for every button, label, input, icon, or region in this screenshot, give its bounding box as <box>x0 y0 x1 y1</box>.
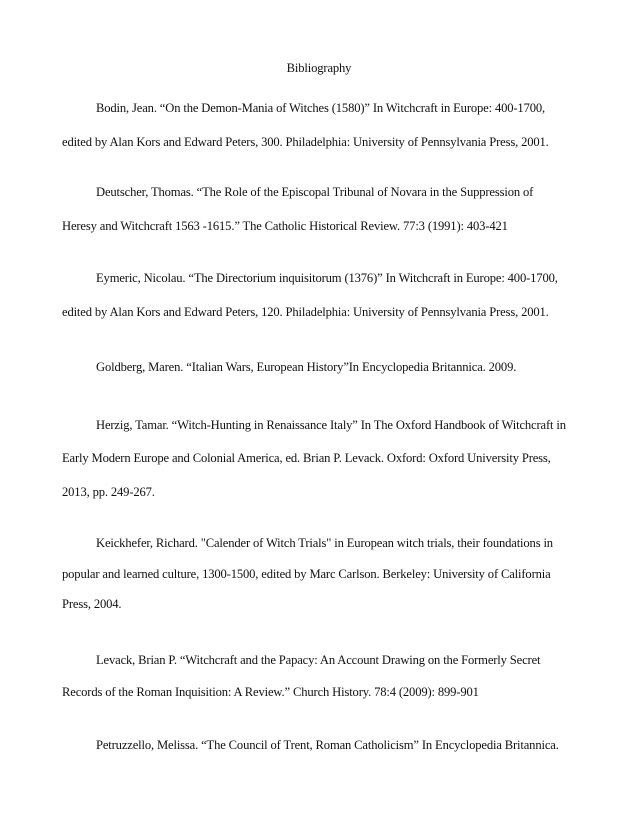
bibliography-title: Bibliography <box>286 61 352 75</box>
entry-line: edited by Alan Kors and Edward Peters, 120. Philadelphia: University of Pennsylvania Press, 2001. <box>62 305 549 319</box>
entry-line: Herzig, Tamar. “Witch-Hunting in Renaissance Italy” In The Oxford Handbook of Witchcraft in <box>96 418 566 432</box>
entry-line: Petruzzello, Melissa. “The Council of Trent, Roman Catholicism” In Encyclopedia Britannica. <box>96 738 559 752</box>
entry-line: Early Modern Europe and Colonial America, ed. Brian P. Levack. Oxford: Oxford University Press, <box>62 451 551 465</box>
entry-line: popular and learned culture, 1300-1500, edited by Marc Carlson. Berkeley: University of California <box>62 567 551 581</box>
entry-line: Records of the Roman Inquisition: A Review.” Church History. 78:4 (2009): 899-901 <box>62 685 479 699</box>
entry-line: 2013, pp. 249-267. <box>62 485 155 499</box>
entry-line: Press, 2004. <box>62 597 122 611</box>
entry-line: Eymeric, Nicolau. “The Directorium inquisitorum (1376)” In Witchcraft in Europe: 400-1700, <box>96 271 558 285</box>
entry-line: Keickhefer, Richard. "Calender of Witch Trials" in European witch trials, their foundations in <box>96 536 553 550</box>
entry-line: Levack, Brian P. “Witchcraft and the Papacy: An Account Drawing on the Formerly Secret <box>96 653 541 667</box>
entry-line: Deutscher, Thomas. “The Role of the Episcopal Tribunal of Novara in the Suppression of <box>96 185 534 199</box>
entry-line: Heresy and Witchcraft 1563 -1615.” The Catholic Historical Review. 77:3 (1991): 403-421 <box>62 219 508 233</box>
entry-line: edited by Alan Kors and Edward Peters, 300. Philadelphia: University of Pennsylvania Press, 2001. <box>62 135 549 149</box>
entry-line: Goldberg, Maren. “Italian Wars, European History”In Encyclopedia Britannica. 2009. <box>96 360 517 374</box>
entry-line: Bodin, Jean. “On the Demon-Mania of Witches (1580)” In Witchcraft in Europe: 400-1700, <box>96 101 546 115</box>
